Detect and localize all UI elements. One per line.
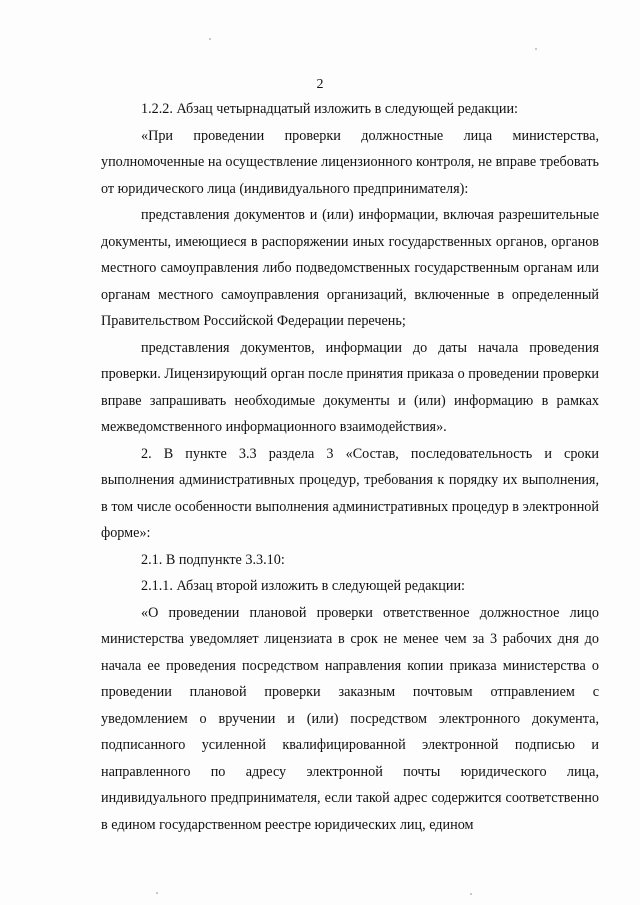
scan-artifact xyxy=(470,893,472,895)
scan-artifact xyxy=(156,892,158,894)
paragraph-documents-info: представления документов и (или) информации, включая разрешительные документы, имеющиеся в распоряжении иных государственных органов, органов местного самоуправления либо подведомственных государственным органам или органам местного самоуправления организаций, включенные в определенный Правительством Российской Федерации перечень; xyxy=(101,207,599,329)
page-number: 2 xyxy=(316,77,324,92)
paragraph-before-inspection: представления документов, информации до даты начала проведения проверки. Лицензирующий орган после принятия приказа о проведении проверки вправе запрашивать необходимые документы и (или) информацию в рамках межведомственного информационного взаимодействия». xyxy=(101,339,599,435)
scan-artifact xyxy=(209,38,211,40)
paragraph-inspection-restrictions: «При проведении проверки должностные лица министерства, уполномоченные на осуществление лицензионного контроля, не вправе требовать от юридического лица (индивидуального предпринимателя): xyxy=(101,127,599,197)
paragraph-1-2-2: 1.2.2. Абзац четырнадцатый изложить в следующей редакции: xyxy=(141,101,518,117)
paragraph-2-1: 2.1. В подпункте 3.3.10: xyxy=(141,551,285,568)
paragraph-planned-inspection: «О проведении плановой проверки ответственное должностное лицо министерства уведомляет лицензиата в срок не менее чем за 3 рабочих дня до начала ее проведения посредством направления копии приказа министерства о проведении плановой проверки заказным почтовым отправлением с уведомлением о вручении и (или) посредством электронного документа, подписанного усиленной квалифицированной электронной подписью и направленного по адресу электронной почты юридического лица, индивидуального предпринимателя, если такой адрес содержится соответственно в едином государственном реестре юридических лиц, едином xyxy=(101,604,599,833)
paragraph-2-1-1: 2.1.1. Абзац второй изложить в следующей редакции: xyxy=(141,578,465,594)
paragraph-section-3-3: 2. В пункте 3.3 раздела 3 «Состав, последовательность и сроки выполнения административных процедур, требования к порядку их выполнения, в том числе особенности выполнения административных процедур в электронной форме»: xyxy=(101,445,599,541)
document-body xyxy=(101,96,599,838)
scan-artifact xyxy=(535,48,537,50)
